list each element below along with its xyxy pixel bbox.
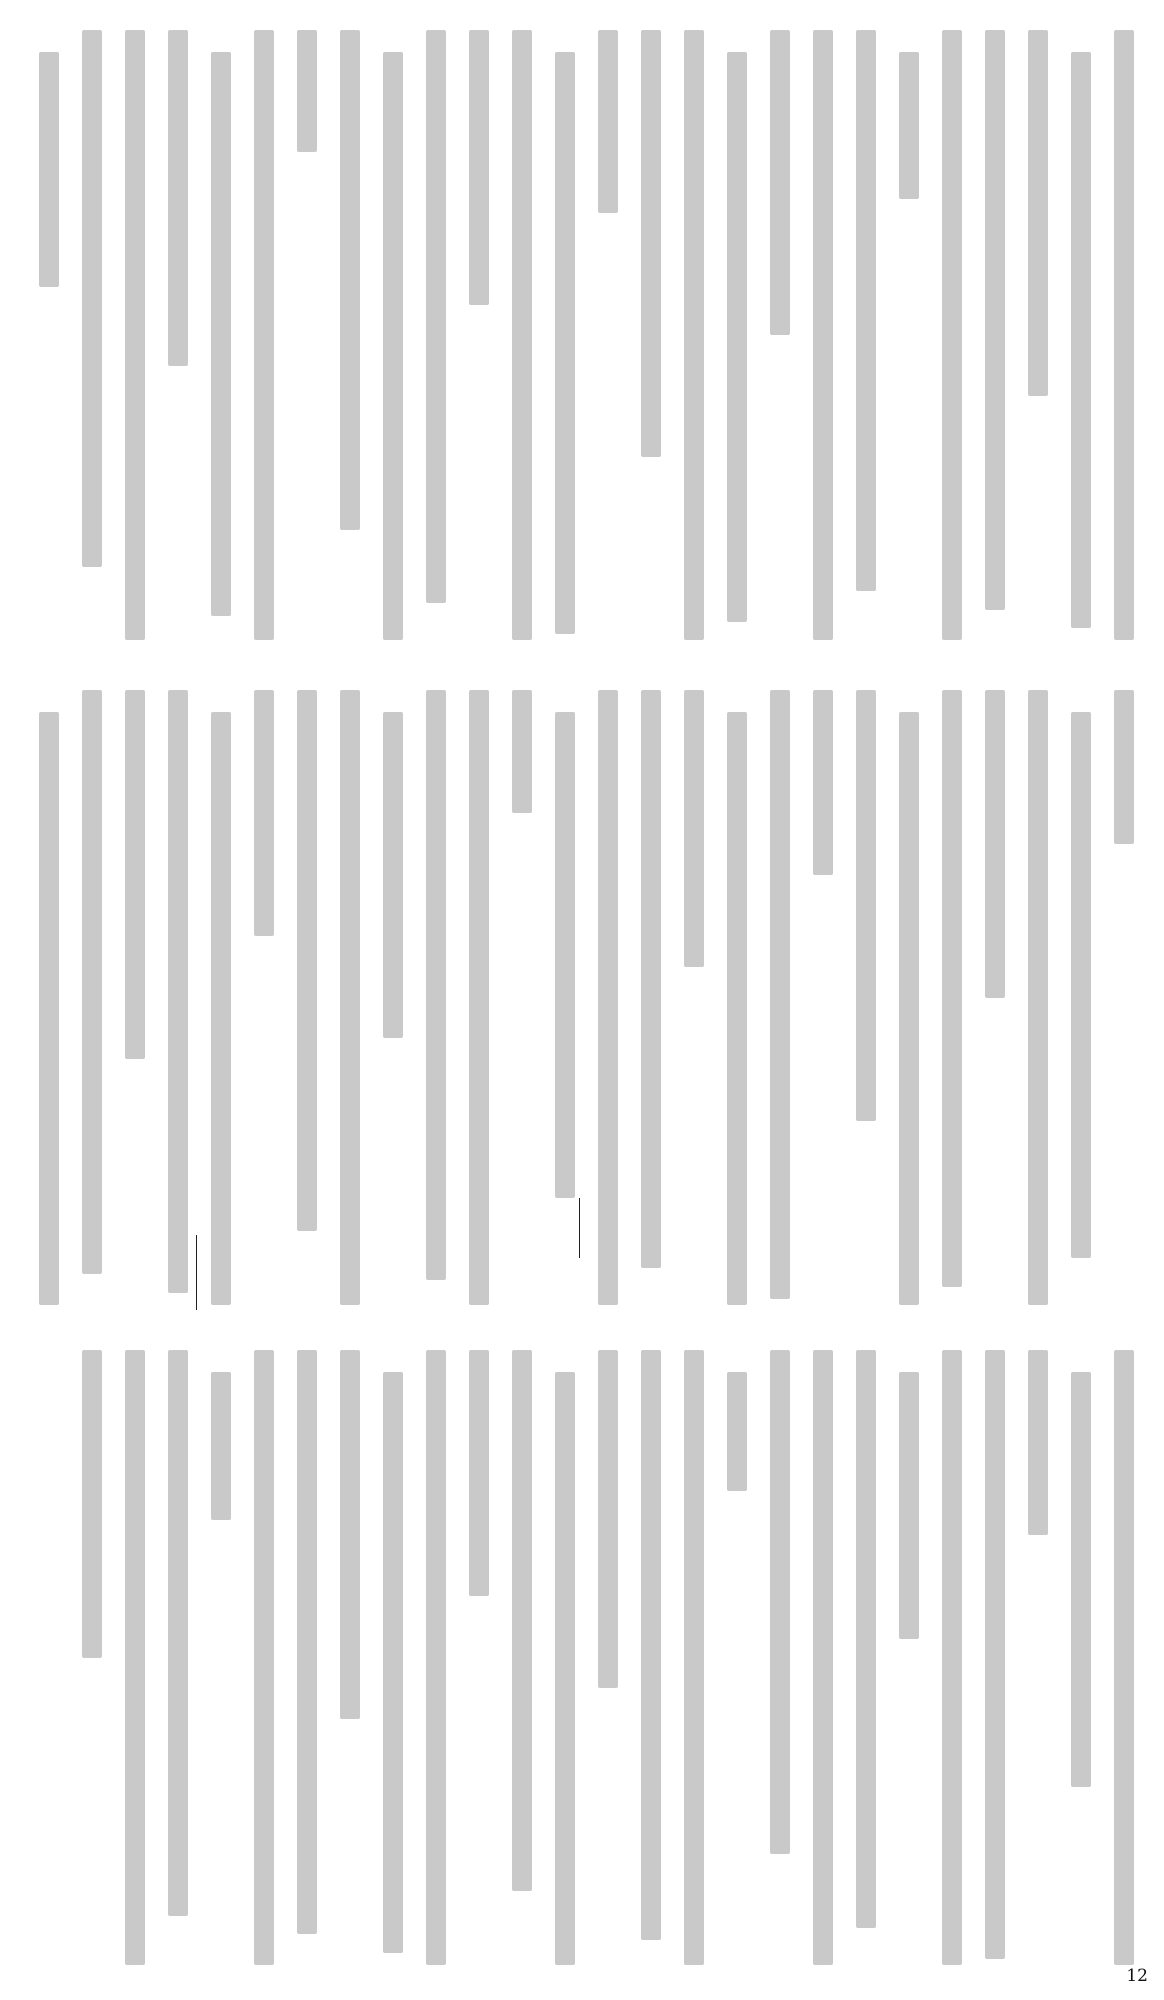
text-column-placeholder <box>512 1350 532 1891</box>
dash-rule <box>196 1235 197 1310</box>
text-column-placeholder <box>684 690 704 967</box>
text-column-placeholder <box>469 1350 489 1596</box>
text-column-placeholder <box>297 1350 317 1934</box>
text-column-placeholder <box>469 30 489 305</box>
text-column-placeholder <box>82 30 102 567</box>
text-tier-top <box>14 30 1134 640</box>
text-column-placeholder <box>297 690 317 1231</box>
text-column-placeholder <box>426 1350 446 1965</box>
text-column-placeholder <box>727 1372 747 1491</box>
text-column-placeholder <box>899 52 919 199</box>
text-column-placeholder <box>211 52 231 616</box>
text-column-placeholder <box>641 30 661 457</box>
text-column-placeholder <box>1071 712 1091 1258</box>
dash-rule <box>579 1198 580 1258</box>
text-column-placeholder <box>856 690 876 1121</box>
text-column-placeholder <box>1114 690 1134 844</box>
text-column-placeholder <box>383 1372 403 1953</box>
text-column-placeholder <box>340 690 360 1305</box>
text-column-placeholder <box>641 1350 661 1940</box>
text-column-placeholder <box>383 52 403 640</box>
text-column-placeholder <box>125 690 145 1059</box>
text-column-placeholder <box>985 30 1005 610</box>
text-column-placeholder <box>512 690 532 813</box>
text-column-placeholder <box>125 1350 145 1965</box>
text-column-placeholder <box>1114 1350 1134 1965</box>
text-column-placeholder <box>340 30 360 530</box>
text-column-placeholder <box>985 690 1005 998</box>
text-column-placeholder <box>1071 1372 1091 1787</box>
text-tier-bottom <box>14 1350 1134 1965</box>
text-column-placeholder <box>598 1350 618 1688</box>
text-column-placeholder <box>469 690 489 1305</box>
text-column-placeholder <box>254 30 274 640</box>
text-column-placeholder <box>856 1350 876 1928</box>
text-column-placeholder <box>899 712 919 1305</box>
text-column-placeholder <box>684 1350 704 1965</box>
text-column-placeholder <box>211 712 231 1305</box>
text-column-placeholder <box>39 52 59 287</box>
text-column-placeholder <box>1071 52 1091 628</box>
text-column-placeholder <box>211 1372 231 1520</box>
text-column-placeholder <box>813 30 833 640</box>
text-column-placeholder <box>555 1372 575 1965</box>
text-column-placeholder <box>1028 690 1048 1305</box>
text-column-placeholder <box>942 1350 962 1965</box>
text-column-placeholder <box>770 30 790 335</box>
text-column-placeholder <box>340 1350 360 1719</box>
text-column-placeholder <box>426 30 446 603</box>
text-column-placeholder <box>813 1350 833 1965</box>
text-column-placeholder <box>1028 1350 1048 1535</box>
page-number: 12 <box>1126 1966 1148 1986</box>
text-column-placeholder <box>426 690 446 1280</box>
text-column-placeholder <box>168 690 188 1293</box>
text-column-placeholder <box>899 1372 919 1639</box>
text-column-placeholder <box>856 30 876 591</box>
text-column-placeholder <box>985 1350 1005 1959</box>
text-tier-middle <box>14 690 1134 1305</box>
text-column-placeholder <box>813 690 833 875</box>
text-column-placeholder <box>1028 30 1048 396</box>
text-column-placeholder <box>1114 30 1134 640</box>
text-column-placeholder <box>383 712 403 1038</box>
text-column-placeholder <box>254 1350 274 1965</box>
text-column-placeholder <box>82 1350 102 1658</box>
text-column-placeholder <box>942 690 962 1287</box>
text-column-placeholder <box>39 712 59 1305</box>
text-column-placeholder <box>82 690 102 1274</box>
text-column-placeholder <box>598 30 618 213</box>
text-column-placeholder <box>297 30 317 152</box>
text-column-placeholder <box>641 690 661 1268</box>
text-column-placeholder <box>770 1350 790 1854</box>
text-column-placeholder <box>168 1350 188 1916</box>
text-column-placeholder <box>125 30 145 640</box>
text-column-placeholder <box>598 690 618 1305</box>
text-column-placeholder <box>770 690 790 1299</box>
text-column-placeholder <box>684 30 704 640</box>
text-column-placeholder <box>168 30 188 366</box>
text-column-placeholder <box>512 30 532 640</box>
text-column-placeholder <box>727 52 747 622</box>
text-column-placeholder <box>555 712 575 1198</box>
text-column-placeholder <box>727 712 747 1305</box>
text-column-placeholder <box>555 52 575 634</box>
text-column-placeholder <box>942 30 962 640</box>
text-column-placeholder <box>254 690 274 936</box>
